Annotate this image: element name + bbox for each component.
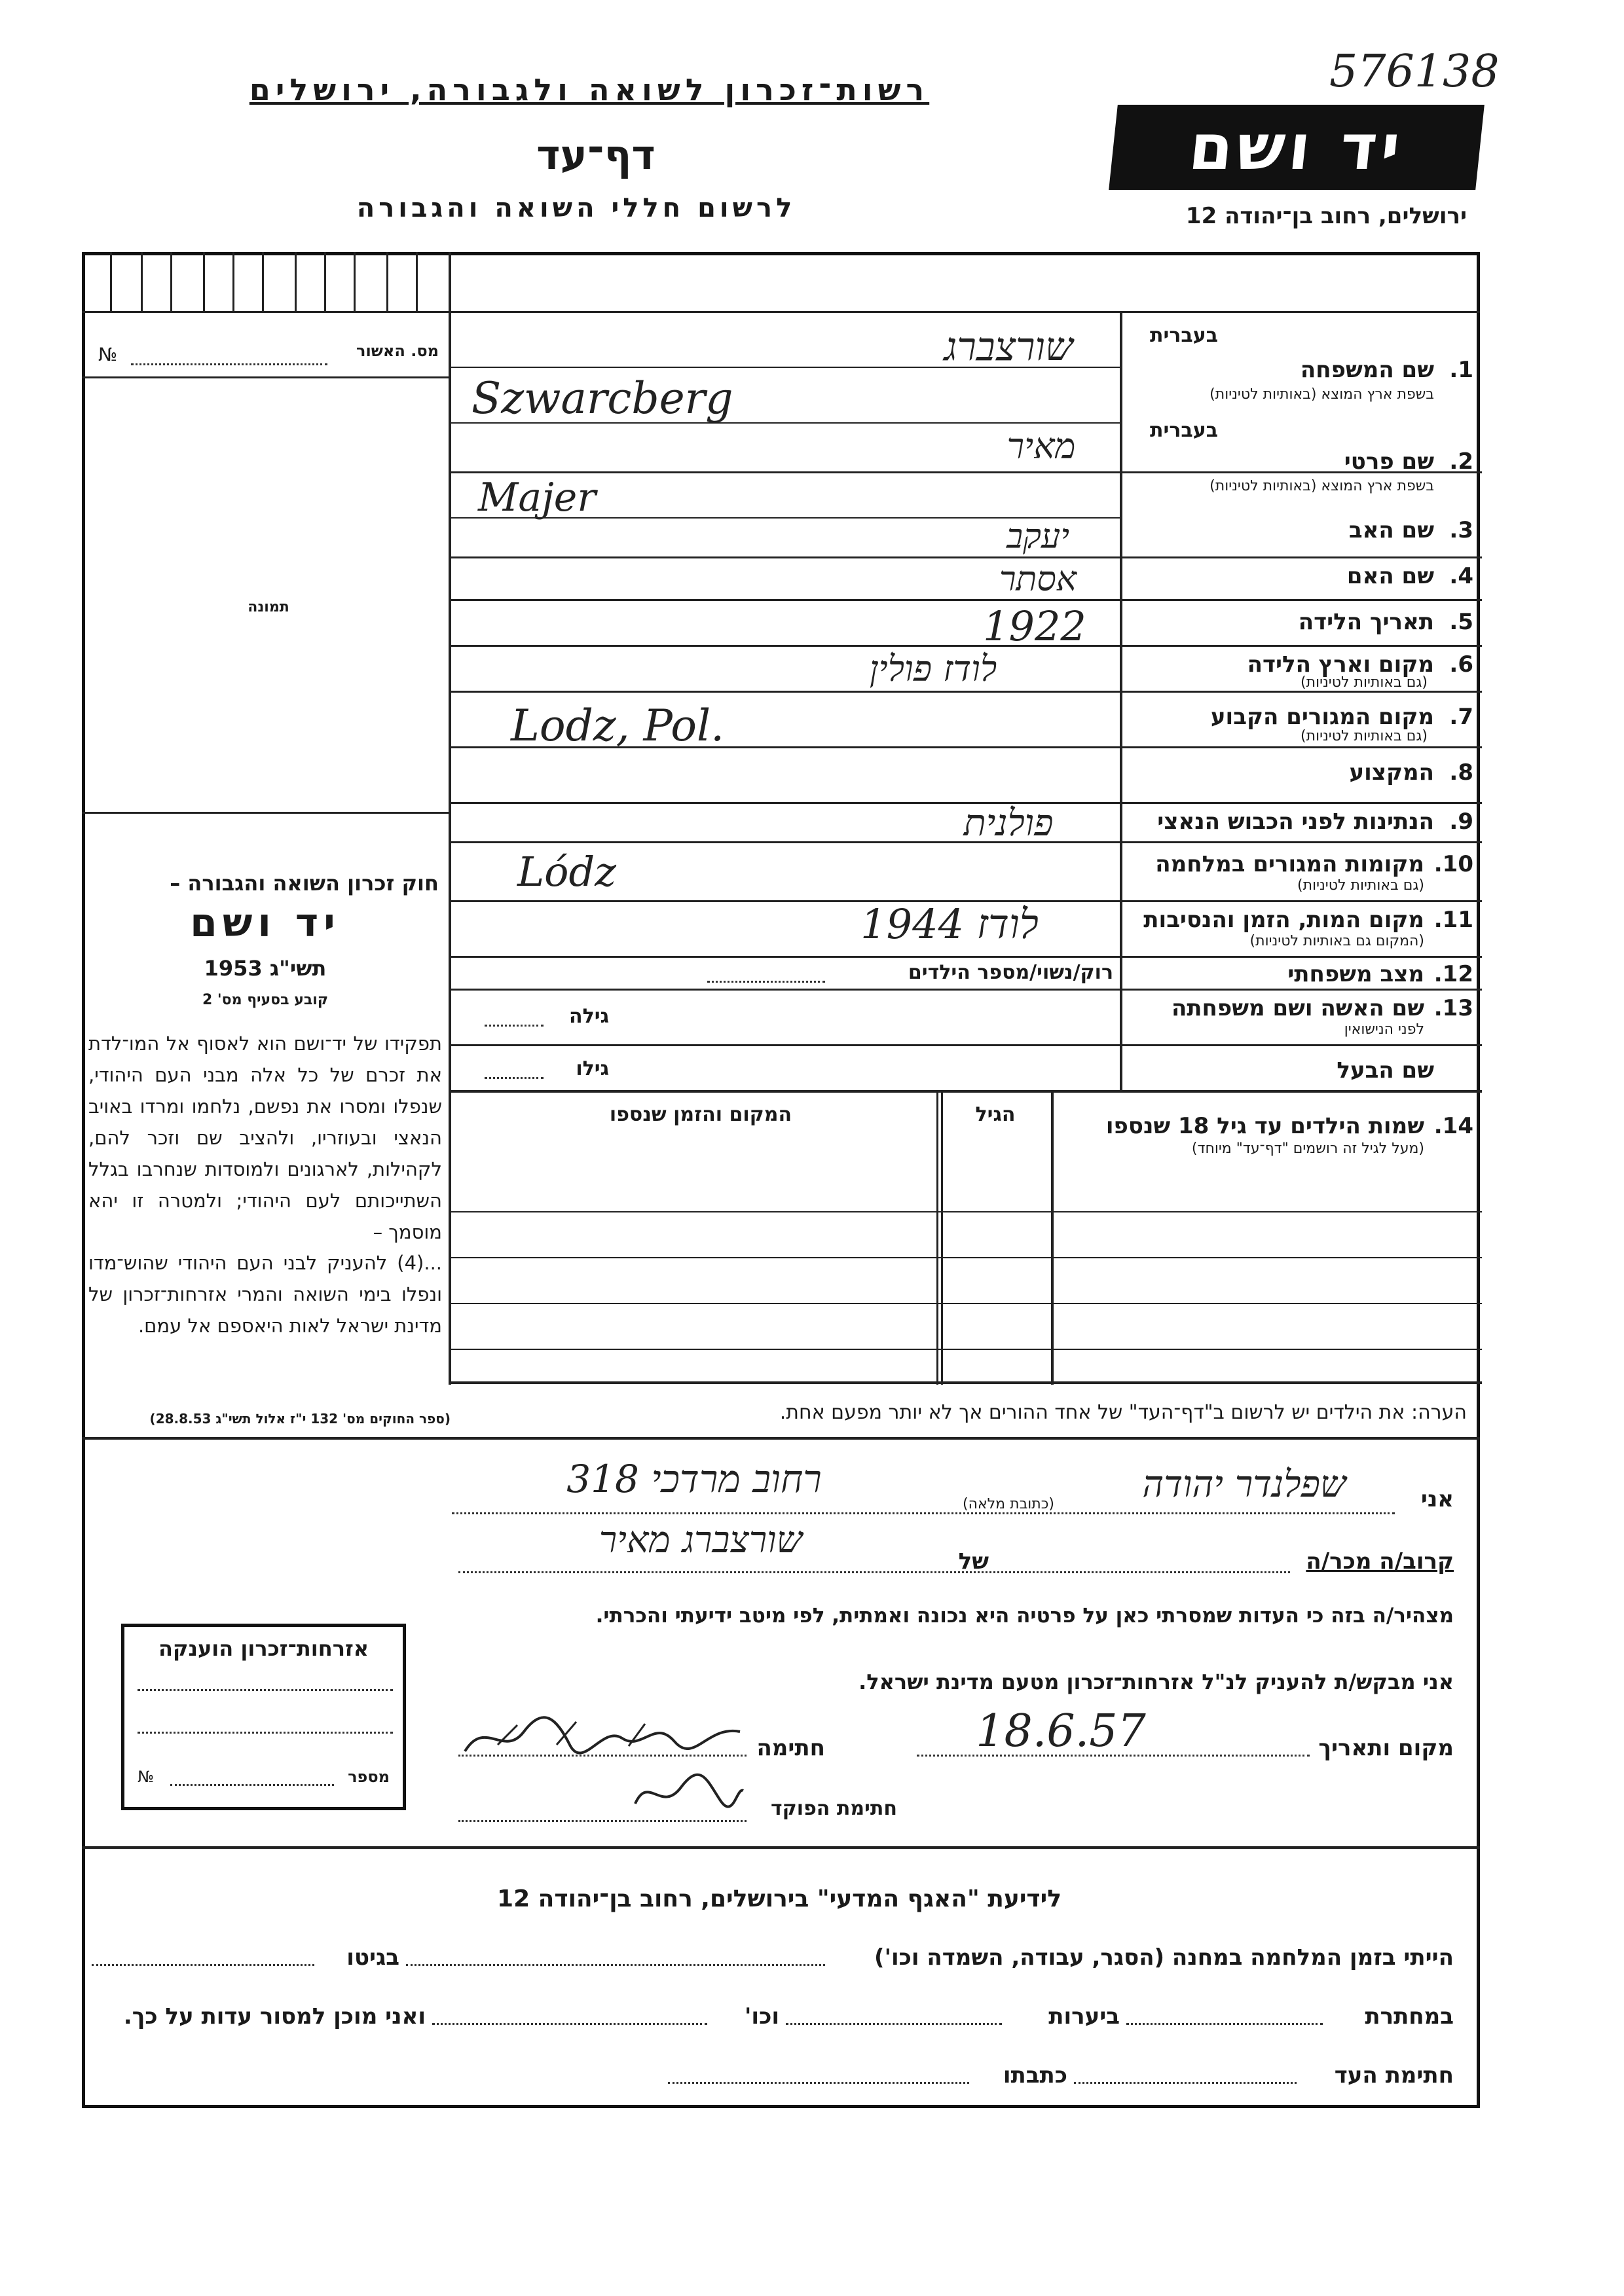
law-clause: קובע בסעיף מס' 2 <box>202 992 329 1008</box>
field-10-label: מקומות המגורים במלחמה <box>1155 851 1424 877</box>
children-label: שמות הילדים עד גיל 18 שנספו <box>1105 1113 1424 1139</box>
law-year: תשי"ג 1953 <box>204 956 327 981</box>
citizenship-number-label: מספר <box>348 1768 390 1786</box>
logo-text: יד ושם <box>1185 111 1408 184</box>
decl-i-label: אני <box>1420 1486 1454 1512</box>
archive-number: 576138 <box>1329 46 1500 98</box>
field-1-number: 1. <box>1449 357 1473 383</box>
field-6-label: מקום וארץ הלידה <box>1247 651 1434 678</box>
bottom-etc: וכו' <box>744 2003 779 2030</box>
field-2-number: 2. <box>1449 448 1473 475</box>
law-name: יד ושם <box>190 900 341 946</box>
children-number: 14. <box>1433 1113 1473 1139</box>
note-text: הערה: את הילדים יש לרשום ב"דף־העד" של אחד ההורים אך לא יותר מפעם אחת. <box>779 1401 1467 1424</box>
field-2-value-hebrew[interactable]: מאיר <box>1006 426 1076 467</box>
field-7-number: 7. <box>1449 704 1473 730</box>
field-3-label: שם האב <box>1348 517 1434 543</box>
field-13-number: 13. <box>1433 995 1473 1021</box>
field-9-number: 9. <box>1449 809 1473 835</box>
form-subtitle: לרשום חללי השואה והגבורה <box>356 193 796 223</box>
husband-label: שם הבעל <box>1337 1057 1434 1084</box>
field-5-label: תאריך הלידה <box>1298 609 1434 635</box>
law-body: תפקידו של יד־ושם הוא לאסוף אל המו־לדת את זכרם של כל אלה מבני העם היהודי, שנפלו ומסרו את נפשם, נלחמו ומרדו באויב הנאצי ובעוזריו, ולהציב שם וזכר להם, לקהילות, לארגונים ולמוסדות שנחרבו בגלל השתייכותם לעם היהודי; ולמטרה זו יהא מוסמך – <box>88 1032 442 1243</box>
citizenship-box <box>121 1624 406 1810</box>
field-1-hebrew-tag: בעברית <box>1150 324 1218 347</box>
field-5-value[interactable]: 1922 <box>983 602 1086 650</box>
field-11-label: מקום המות, הזמן והנסיבות <box>1143 907 1424 933</box>
field-5-number: 5. <box>1449 609 1473 635</box>
field-6-sub: (גם באותיות לטיניות) <box>1301 674 1428 691</box>
field-7-sub: (גם באותיות לטיניות) <box>1301 728 1428 744</box>
decl-relative-label: קרוב/ה מכר/ה <box>1306 1548 1454 1575</box>
field-11-number: 11. <box>1433 907 1473 933</box>
citizenship-no-mark: № <box>138 1768 154 1786</box>
decl-address[interactable]: רחוב מרדכי 318 <box>566 1457 822 1501</box>
header-address: ירושלים, רחוב בן־יהודה 12 <box>1185 203 1467 229</box>
field-10-number: 10. <box>1433 851 1473 877</box>
field-1-label: שם המשפחה <box>1300 357 1434 383</box>
bottom-line1: הייתי בזמן המלחמה במחנה (הסגר, עבודה, השמדה וכו') <box>874 1944 1454 1971</box>
field-3-number: 3. <box>1449 517 1473 543</box>
bottom-testimony: ואני מוכן למסור עדות על כך. <box>123 2003 426 2030</box>
field-7-label: מקום המגורים הקבוע <box>1210 704 1434 730</box>
decl-of-label: של <box>958 1548 989 1575</box>
form-title: דף־עד <box>536 131 655 179</box>
decl-place-date[interactable]: 18.6.57 <box>976 1705 1146 1757</box>
authority-title: רשות־זכרון לשואה ולגבורה, ירושלים <box>249 72 930 107</box>
bottom-ghetto: בגיטו <box>346 1944 399 1971</box>
approval-no-mark: № <box>98 344 118 365</box>
field-2-hebrew-tag: בעברית <box>1150 419 1218 442</box>
decl-of-value[interactable]: שורצברג מאיר <box>599 1519 803 1561</box>
decl-address-label: (כתובת מלאה) <box>963 1496 1054 1512</box>
law-body-2: ...(4) להעניק לבני העם היהודי שהוש־מדו ונפלו בימי השואה והמרי אזרחות־זכרון של מדינת ישראל לאות היאספם אל עמם. <box>88 1252 442 1337</box>
bottom-address: כתבתו <box>1003 2062 1067 2088</box>
field-4-value[interactable]: אסתר <box>999 560 1077 599</box>
field-13-label: שם האשה ושם משפחתה <box>1171 995 1424 1021</box>
children-age-header: הגיל <box>975 1103 1016 1126</box>
field-4-number: 4. <box>1449 563 1473 589</box>
field-11-sub: (המקום גם באותיות לטיניות) <box>1249 933 1424 949</box>
field-3-value[interactable]: יעקב <box>1006 517 1069 556</box>
field-1-value-hebrew[interactable]: שורצברג <box>944 324 1073 370</box>
bottom-witness-signature: חתימת העד <box>1334 2062 1454 2088</box>
field-1-sub: בשפת ארץ המוצא (באותיות לטיניות) <box>1209 386 1434 403</box>
wife-age-label: גילה <box>569 1005 609 1028</box>
bottom-forests: ביערות <box>1048 2003 1120 2030</box>
field-10-value[interactable]: Lódz <box>517 848 616 896</box>
official-signature <box>629 1768 747 1820</box>
field-1-value-latin[interactable]: Szwarcberg <box>471 373 733 424</box>
yad-vashem-logo <box>1109 105 1485 190</box>
field-9-label: הנתינות לפני הכבוש הנאצי <box>1157 809 1434 835</box>
field-12-number: 12. <box>1433 961 1473 987</box>
decl-official-label: חתימת הפוקד <box>771 1797 897 1820</box>
field-10-sub: (גם באותיות לטיניות) <box>1297 877 1424 894</box>
field-9-value[interactable]: פולנית <box>963 802 1054 845</box>
field-8-label: המקצוע <box>1349 759 1434 786</box>
field-2-sub: בשפת ארץ המוצא (באותיות לטיניות) <box>1209 478 1434 494</box>
decl-name[interactable]: שפלנדר יהודה <box>1142 1463 1346 1506</box>
photo-label: תמונה <box>248 599 289 615</box>
husband-age-label: גילו <box>576 1057 609 1080</box>
approval-label: מס. האשור <box>356 342 439 360</box>
law-reference: (ספר החוקים מס' 132 י"ז אלול תשי"ג 28.8.53) <box>149 1411 451 1427</box>
field-6-value-hebrew[interactable]: לודז פולין <box>869 648 997 689</box>
decl-statement: מצהיר/ה בזה כי העדות שמסרתי כאן על פרטיה היא נכונה ואמתית, לפי מיטב ידיעתי והכרתי. <box>595 1604 1454 1628</box>
field-2-value-latin[interactable]: Majer <box>478 475 596 520</box>
field-11-value[interactable]: לודז 1944 <box>860 900 1039 948</box>
field-8-number: 8. <box>1449 759 1473 786</box>
citizenship-title: אזרחות־זכרון הוענקה <box>158 1636 369 1661</box>
field-12-label: מצב משפחתי <box>1287 961 1424 987</box>
field-6-value-latin[interactable]: Lodz, Pol. <box>511 701 725 751</box>
decl-request: אני מבקש/ת להעניק לנ"ל אזרחות־זכרון מטעם מדינת ישראל. <box>858 1669 1454 1694</box>
field-6-number: 6. <box>1449 651 1473 678</box>
bottom-title: לידיעת "האגף המדעי" בירושלים, רחוב בן־יהודה 12 <box>497 1886 1061 1912</box>
field-13-sub: לפני הנישואין <box>1344 1021 1424 1038</box>
law-title: חוק זכרון השואה והגבורה – <box>170 871 439 896</box>
children-place-header: המקום והזמן שנספו <box>609 1103 792 1126</box>
field-4-label: שם האם <box>1346 563 1434 589</box>
bottom-underground: במחתרת <box>1365 2003 1454 2030</box>
decl-signature-label: חתימה <box>756 1735 825 1761</box>
field-2-label: שם פרטי <box>1344 448 1434 475</box>
children-sub: (מעל לגיל זה רושמים "דף־עד" מיוחד) <box>1191 1140 1424 1157</box>
decl-place-date-label: מקום ותאריך <box>1318 1735 1454 1761</box>
field-12-extra: רוק/נשוי/מספר הילדים <box>908 961 1113 984</box>
